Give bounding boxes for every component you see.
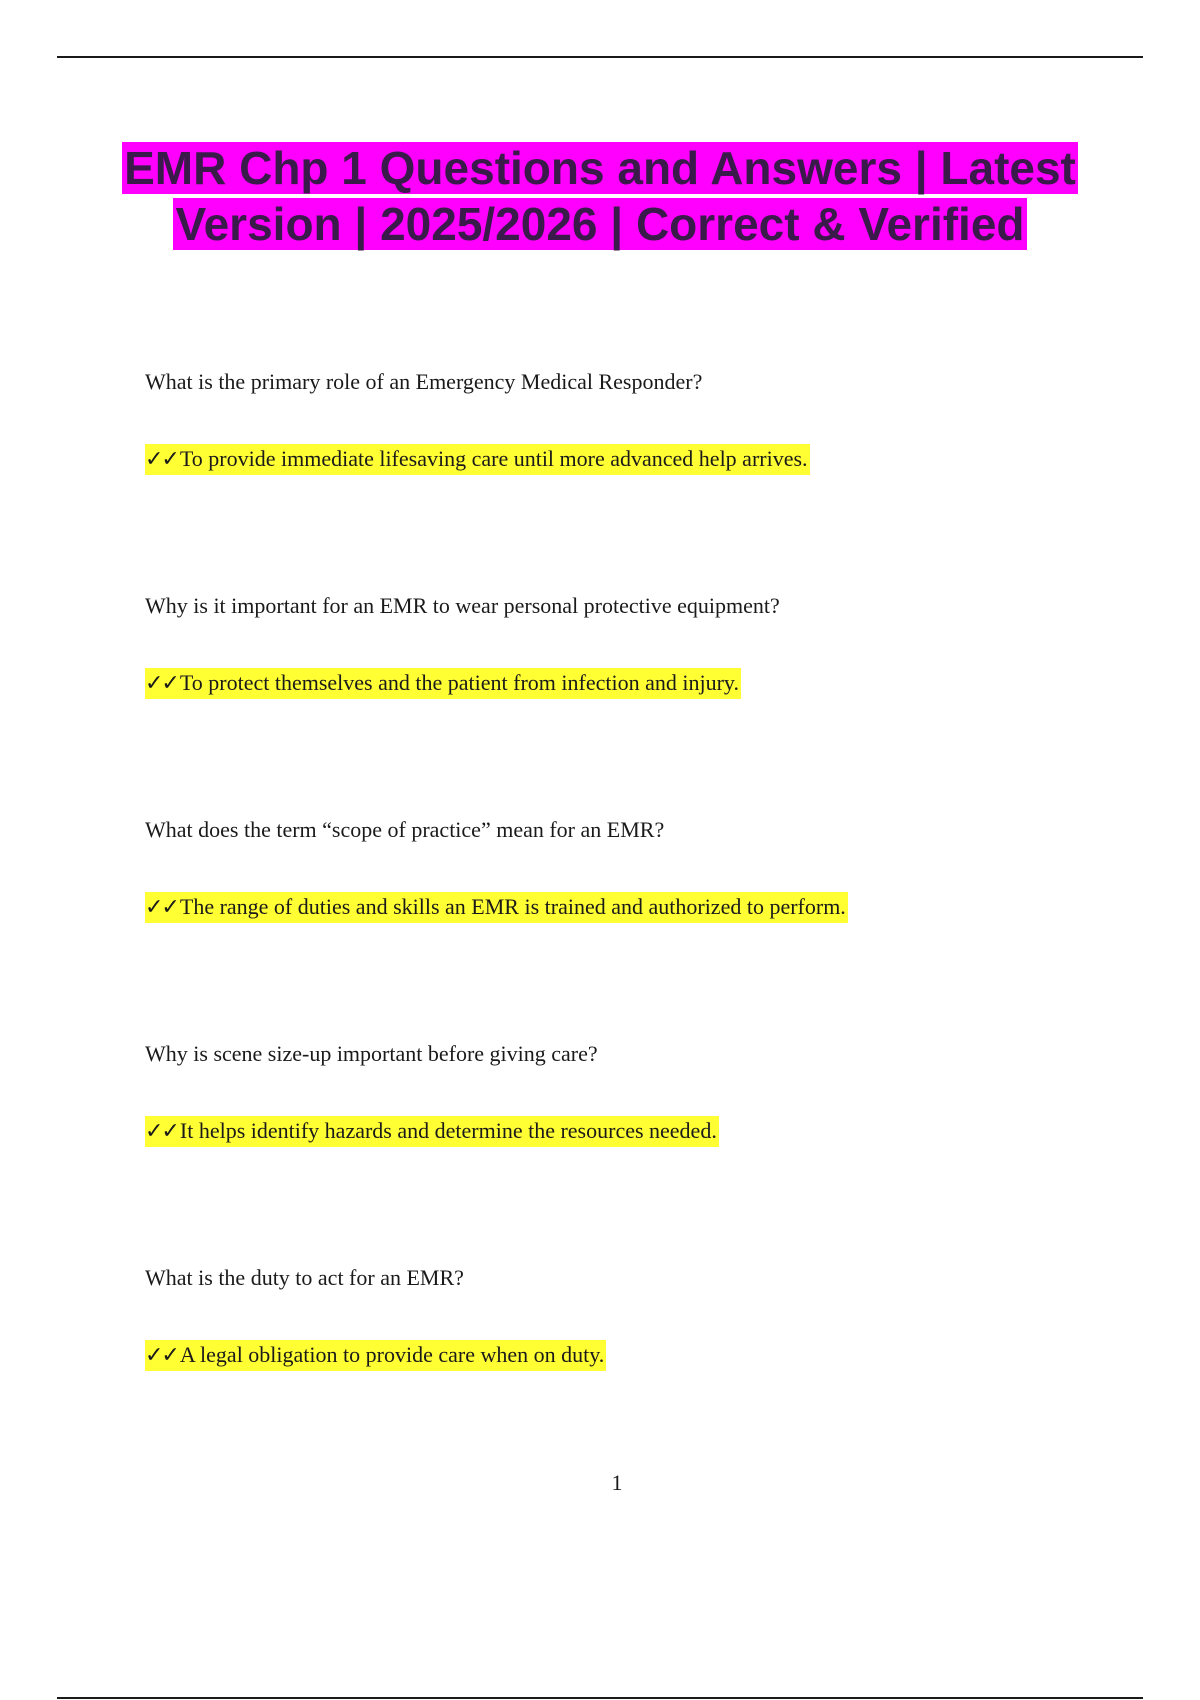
answer-text: It helps identify hazards and determine the resources needed. <box>179 1118 717 1143</box>
double-check-icon: ✓✓ <box>145 1119 178 1144</box>
answer-highlight <box>145 892 848 923</box>
document-title <box>100 140 1100 252</box>
answer-highlight <box>145 444 810 475</box>
question-text: What is the duty to act for an EMR? <box>145 1265 464 1290</box>
double-check-icon: ✓✓ <box>145 1343 178 1368</box>
question-text: What is the primary role of an Emergency Medical Responder? <box>145 369 703 394</box>
double-check-icon: ✓✓ <box>145 447 178 472</box>
question-text: What does the term “scope of practice” mean for an EMR? <box>145 817 665 842</box>
qa-item <box>145 1258 1105 1482</box>
answer-highlight <box>145 1116 719 1147</box>
title-block <box>100 140 1100 252</box>
qa-item <box>145 362 1105 586</box>
answer-text: To protect themselves and the patient from infection and injury. <box>179 670 739 695</box>
qa-list <box>145 362 1105 1482</box>
bottom-rule <box>57 1697 1143 1699</box>
question-text: Why is it important for an EMR to wear personal protective equipment? <box>145 593 780 618</box>
answer-highlight <box>145 668 741 699</box>
answer-text: The range of duties and skills an EMR is trained and authorized to perform. <box>179 894 846 919</box>
double-check-icon: ✓✓ <box>145 895 178 920</box>
answer <box>145 887 1105 928</box>
answer-text: A legal obligation to provide care when on duty. <box>179 1342 605 1367</box>
answer <box>145 1111 1105 1152</box>
qa-item <box>145 810 1105 1034</box>
answer-highlight <box>145 1340 606 1371</box>
answer <box>145 663 1105 704</box>
answer <box>145 1335 1105 1376</box>
qa-item <box>145 1034 1105 1258</box>
answer <box>145 439 1105 480</box>
page-number: 1 <box>611 1470 623 1495</box>
qa-item <box>145 586 1105 810</box>
document-title-text: EMR Chp 1 Questions and Answers | Latest Version | 2025/2026 | Correct & Verified <box>124 142 1076 250</box>
answer-text: To provide immediate lifesaving care until more advanced help arrives. <box>179 446 808 471</box>
top-rule <box>57 56 1143 58</box>
question-text: Why is scene size-up important before giving care? <box>145 1041 598 1066</box>
double-check-icon: ✓✓ <box>145 671 178 696</box>
